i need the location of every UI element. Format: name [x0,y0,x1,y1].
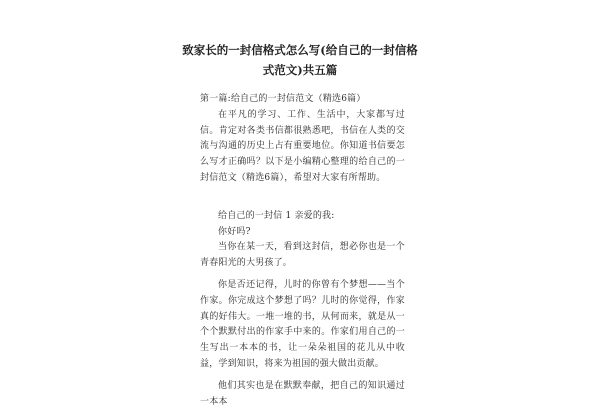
article-body [200,92,405,410]
letter-paragraph: 你是否还记得，儿时的你曾有个梦想——当个作家。你完成这个梦想了吗？儿时的你觉得，作家真的好伟大。一堆一堆的书，从何而来，就是从一个个默默付出的作家手中来的。作家们用自己的一生写出一本本的书，让一朵朵祖国的花儿从中收益，学到知识，将来为祖国的强大做出贡献。 [200,279,405,369]
letter-heading: 给自己的一封信 1 亲爱的我: [218,210,335,221]
document-title: 致家长的一封信格式怎么写(给自己的一封信格式范文)共五篇 [182,43,418,77]
letter-paragraph: 他们其实也是在默默奉献，把自己的知识通过一本本 [200,380,405,407]
intro-paragraph: 在平凡的学习、工作、生活中，大家都写过信。肯定对各类书信都很熟悉吧，书信在人类的交流与沟通的历史上占有重要地位。你知道书信要怎么写才正确吗？以下是小编精心整理的给自己的一封信范文（精选6篇），希望对大家有所帮助。 [200,109,405,183]
section-heading: 第一篇:给自己的一封信范文（精选6篇） [200,94,366,104]
letter-paragraph: 当你在某一天，看到这封信，想必你也是一个青春阳光的大男孩了。 [200,242,405,269]
spacer [200,187,405,209]
letter-greeting: 你好吗? [218,226,251,237]
